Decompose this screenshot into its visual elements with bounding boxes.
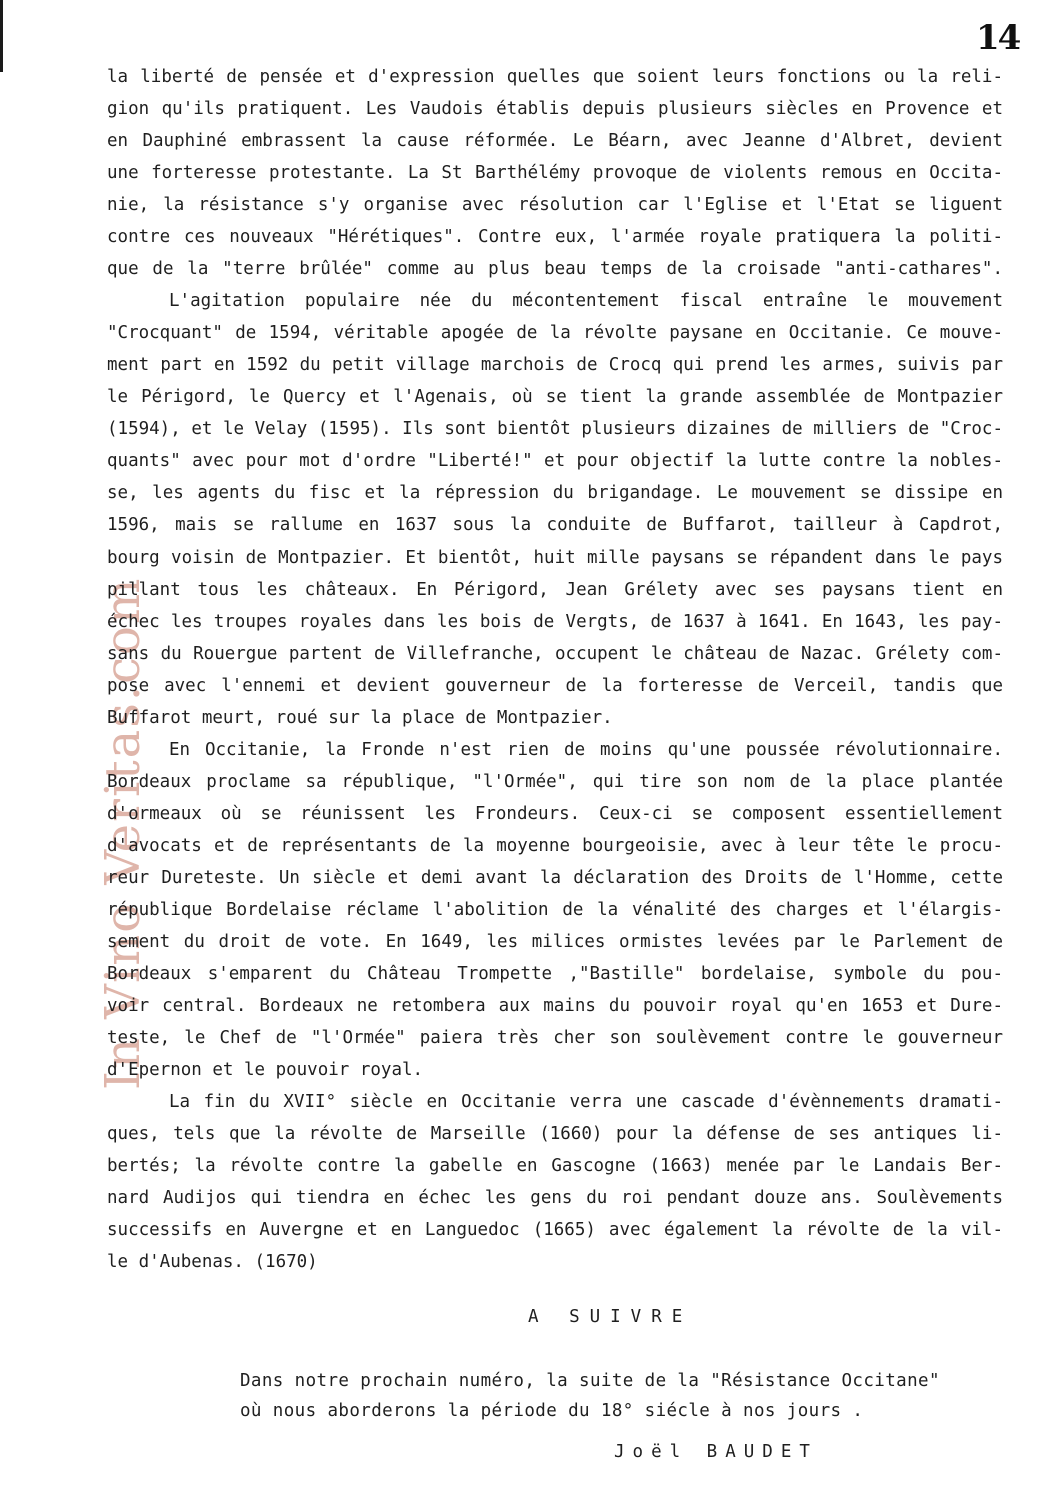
text-line: d'avocats et de représentants de la moyenne bourgeoisie, avec à leur tête le procu- [107, 836, 1003, 856]
text-line: nard Audijos qui tiendra en échec les gens du roi pendant douze ans. Soulèvements [107, 1188, 1003, 1208]
text-line: voir central. Bordeaux ne retombera aux mains du pouvoir royal qu'en 1653 et Dure- [107, 996, 1003, 1016]
text-line: échec les troupes royales dans les bois de Vergts, de 1637 à 1641. En 1643, les pay- [107, 612, 1003, 632]
next-issue-note-line: Dans notre prochain numéro, la suite de la "Résistance Occitane" [240, 1371, 940, 1391]
text-line: contre ces nouveaux "Hérétiques". Contre eux, l'armée royale pratiquera la politi- [107, 227, 1003, 247]
author-signature: Joël BAUDET [614, 1442, 818, 1462]
text-line: que de la "terre brûlée" comme au plus beau temps de la croisade "anti-cathares". [107, 259, 1003, 279]
text-line: le d'Aubenas. (1670) [107, 1252, 318, 1272]
text-line: d'Epernon et le pouvoir royal. [107, 1060, 424, 1080]
text-line: La fin du XVII° siècle en Occitanie verra une cascade d'évènnements dramati- [169, 1092, 1003, 1112]
text-line: d'ormeaux où se réunissent les Frondeurs. Ceux-ci se composent essentiellement [107, 804, 1003, 824]
to-be-continued-heading: A SUIVRE [528, 1307, 693, 1327]
text-line: sement du droit de vote. En 1649, les milices ormistes levées par le Parlement de [107, 932, 1003, 952]
text-line: le Périgord, le Quercy et l'Agenais, où se tient la grande assemblée de Montpazier [107, 387, 1003, 407]
text-line: teste, le Chef de "l'Ormée" paiera très cher son soulèvement contre le gouverneur [107, 1028, 1003, 1048]
text-line: En Occitanie, la Fronde n'est rien de moins qu'une poussée révolutionnaire. [169, 740, 1003, 760]
text-line: une forteresse protestante. La St Barthélémy provoque de violents remous en Occita- [107, 163, 1003, 183]
text-line: pose avec l'ennemi et devient gouverneur de la forteresse de Verceil, tandis que [107, 676, 1003, 696]
text-line: bourg voisin de Montpazier. Et bientôt, huit mille paysans se répandent dans le pays [107, 548, 1003, 568]
text-line: reur Dureteste. Un siècle et demi avant la déclaration des Droits de l'Homme, cette [107, 868, 1003, 888]
page-number: 14 [976, 18, 1020, 58]
text-line: la liberté de pensée et d'expression quelles que soient leurs fonctions ou la reli- [107, 67, 1003, 87]
text-line: se, les agents du fisc et la répression du brigandage. Le mouvement se dissipe en [107, 483, 1003, 503]
text-line: quants" avec pour mot d'ordre "Liberté!" et pour objectif la lutte contre la nobles- [107, 451, 1003, 471]
text-line: Bordeaux s'emparent du Château Trompette ,"Bastille" bordelaise, symbole du pou- [107, 964, 1003, 984]
text-line: gion qu'ils pratiquent. Les Vaudois établis depuis plusieurs siècles en Provence et [107, 99, 1003, 119]
text-line: bertés; la révolte contre la gabelle en Gascogne (1663) menée par le Landais Ber- [107, 1156, 1003, 1176]
text-line: nie, la résistance s'y organise avec résolution car l'Eglise et l'Etat se liguent [107, 195, 1003, 215]
text-line: pillant tous les châteaux. En Périgord, Jean Grélety avec ses paysans tient en [107, 580, 1003, 600]
text-line: successifs en Auvergne et en Languedoc (1665) avec également la révolte de la vil- [107, 1220, 1003, 1240]
next-issue-note-line: où nous aborderons la période du 18° siécle à nos jours . [240, 1401, 864, 1421]
text-line: Bordeaux proclame sa république, "l'Ormée", qui tire son nom de la place plantée [107, 772, 1003, 792]
text-line: Buffarot meurt, roué sur la place de Montpazier. [107, 708, 613, 728]
text-line: ques, tels que la révolte de Marseille (1660) pour la défense de ses antiques li- [107, 1124, 1003, 1144]
text-line: république Bordelaise réclame l'abolition de la vénalité des charges et l'élargis- [107, 900, 1003, 920]
watermark: In Vino Veritas.com [95, 576, 151, 1090]
text-line: L'agitation populaire née du mécontentement fiscal entraîne le mouvement [169, 291, 1003, 311]
text-line: 1596, mais se rallume en 1637 sous la conduite de Buffarot, tailleur à Capdrot, [107, 515, 1003, 535]
binding-edge-mark [0, 0, 3, 72]
text-line: sans du Rouergue partent de Villefranche, occupent le château de Nazac. Grélety com- [107, 644, 1003, 664]
text-line: "Crocquant" de 1594, véritable apogée de la révolte paysane en Occitanie. Ce mouve- [107, 323, 1003, 343]
text-line: ment part en 1592 du petit village marchois de Crocq qui prend les armes, suivis par [107, 355, 1003, 375]
text-line: (1594), et le Velay (1595). Ils sont bientôt plusieurs dizaines de milliers de "Croc- [107, 419, 1003, 439]
text-line: en Dauphiné embrassent la cause réformée. Le Béarn, avec Jeanne d'Albret, devient [107, 131, 1003, 151]
